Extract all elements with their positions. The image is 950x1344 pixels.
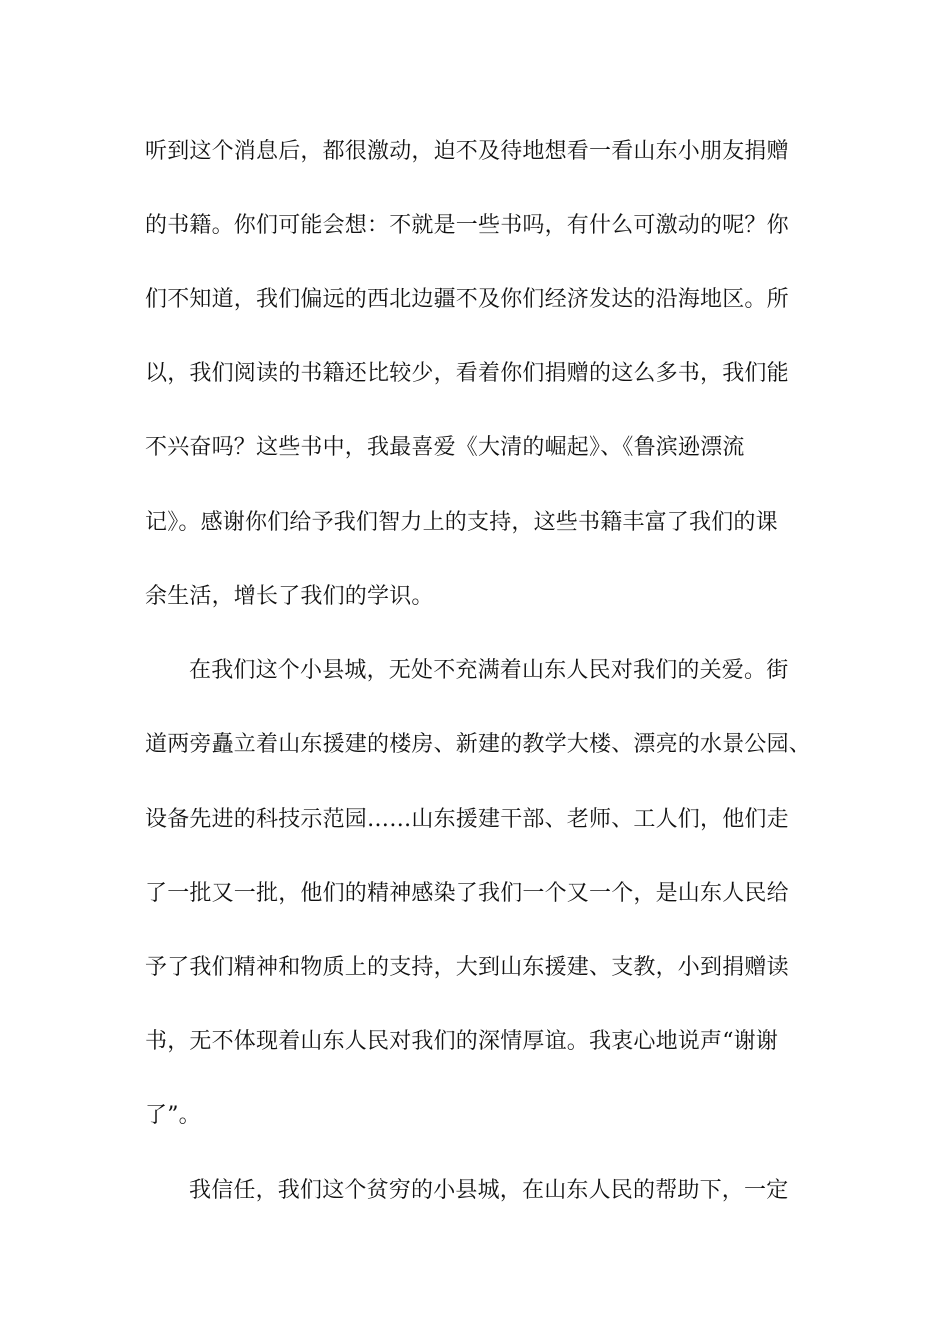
text-line-11: 了一批又一批，他们的精神感染了我们一个又一个，是山东人民给 [145,881,789,906]
text-line-5: 不兴奋吗？这些书中，我最喜爱《大清的崛起》、《鲁滨逊漂流 [145,435,745,460]
text-line-3: 们不知道，我们偏远的西北边疆不及你们经济发达的沿海地区。所 [145,287,789,312]
text-line-2: 的书籍。你们可能会想：不就是一些书吗，有什么可激动的呢？你 [145,213,789,238]
text-line-14: 了”。 [145,1103,201,1128]
text-line-7: 余生活，增长了我们的学识。 [145,584,434,609]
text-line-4: 以，我们阅读的书籍还比较少，看着你们捐赠的这么多书，我们能 [145,361,789,386]
text-line-13: 书，无不体现着山东人民对我们的深情厚谊。我衷心地说声“谢谢 [145,1029,779,1054]
text-line-9: 道两旁矗立着山东援建的楼房、新建的教学大楼、漂亮的水景公园、 [145,732,812,757]
text-line-10: 设备先进的科技示范园……山东援建干部、老师、工人们，他们走 [145,807,789,832]
text-line-6: 记》。感谢你们给予我们智力上的支持，这些书籍丰富了我们的课 [145,510,778,535]
text-line-1: 听到这个消息后，都很激动，迫不及待地想看一看山东小朋友捐赠 [145,139,789,164]
paragraph-3-first-line: 我信任，我们这个贫穷的小县城，在山东人民的帮助下，一定 [189,1178,789,1203]
text-line-12: 予了我们精神和物质上的支持，大到山东援建、支教，小到捐赠读 [145,955,789,980]
paragraph-2-first-line: 在我们这个小县城，无处不充满着山东人民对我们的关爱。街 [189,658,789,683]
